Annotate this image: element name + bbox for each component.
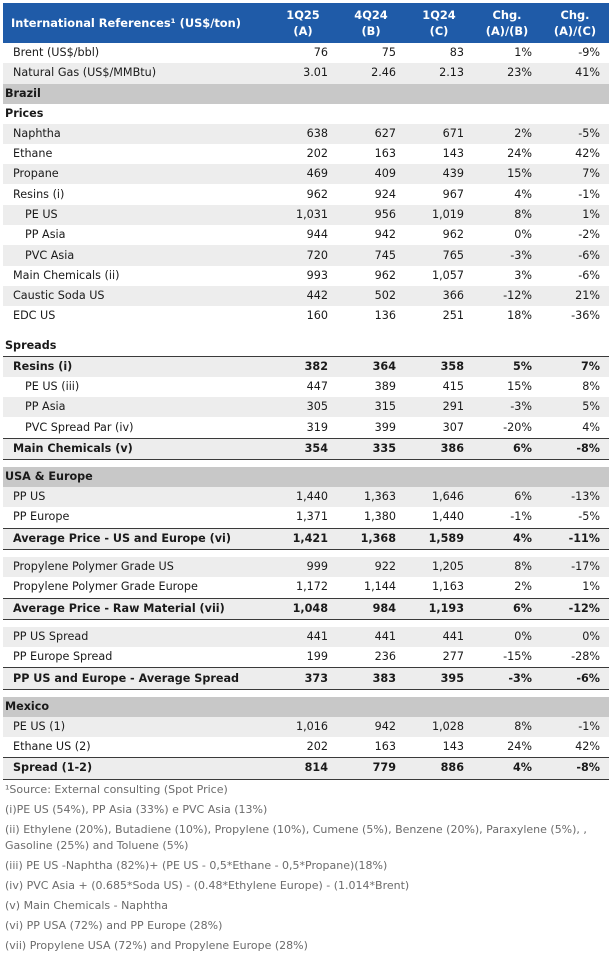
value-1q25: 382 <box>269 356 337 377</box>
footnote: (vi) PP USA (72%) and PP Europe (28%) <box>5 918 223 932</box>
value-chg-ac: -17% <box>541 557 609 577</box>
value-chg-ab: -20% <box>503 420 532 434</box>
row-label: Ethane <box>13 147 53 161</box>
table-row <box>3 528 609 549</box>
spacer-row <box>3 619 609 627</box>
table-row <box>3 286 609 306</box>
value-1q24: 671 <box>405 124 473 144</box>
value-chg-ac: 42% <box>575 147 600 161</box>
column-header-1q24: 1Q24 (C) <box>405 3 473 43</box>
value-4q24: 779 <box>337 758 405 779</box>
value-chg-ac: 0% <box>541 627 609 647</box>
table-row <box>3 557 609 577</box>
table-row <box>3 306 609 326</box>
value-chg-ac: -6% <box>541 668 609 689</box>
value-1q25: 1,371 <box>295 510 328 524</box>
value-chg-ac: -6% <box>541 245 609 265</box>
value-1q25: 305 <box>269 397 337 417</box>
value-4q24: 745 <box>337 245 405 265</box>
value-chg-ab: 0% <box>473 627 541 647</box>
row-label: Main Chemicals (ii) <box>13 268 120 282</box>
table-row <box>3 124 609 144</box>
value-4q24: 136 <box>374 309 396 323</box>
value-chg-ab: -3% <box>473 668 541 689</box>
value-chg-ac: -12% <box>541 598 609 619</box>
table-row <box>3 266 609 286</box>
row-label: Main Chemicals (v) <box>3 438 269 459</box>
value-1q24: 277 <box>442 650 464 664</box>
spacer-row <box>3 549 609 557</box>
row-label: EDC US <box>13 309 56 323</box>
value-1q24: 2.13 <box>405 63 473 83</box>
value-chg-ab: 23% <box>473 63 541 83</box>
value-chg-ab: 0% <box>514 228 532 242</box>
subsection-header-prices: Prices <box>5 106 44 120</box>
section-header-mexico: Mexico <box>3 697 609 717</box>
value-1q24: 1,440 <box>431 510 464 524</box>
value-1q24: 307 <box>442 420 464 434</box>
row-label: Naphtha <box>3 124 269 144</box>
value-4q24: 383 <box>337 668 405 689</box>
row-label: Propane <box>3 164 269 184</box>
row-label: PP US Spread <box>3 627 269 647</box>
value-1q24: 439 <box>405 164 473 184</box>
value-1q24: 886 <box>405 758 473 779</box>
value-1q24: 1,589 <box>405 528 473 549</box>
subsection-header-spreads: Spreads <box>5 338 57 352</box>
row-label: Propylene Polymer Grade US <box>3 557 269 577</box>
table-row <box>3 356 609 377</box>
value-1q24: 415 <box>442 380 464 393</box>
value-chg-ab: 2% <box>473 124 541 144</box>
table-row <box>3 577 609 598</box>
value-1q24: 395 <box>405 668 473 689</box>
value-chg-ac: 5% <box>541 397 609 417</box>
row-label: Spread (1-2) <box>3 758 269 779</box>
value-chg-ab: -3% <box>473 245 541 265</box>
value-4q24: 335 <box>337 438 405 459</box>
value-chg-ac: 41% <box>541 63 609 83</box>
value-4q24: 2.46 <box>337 63 405 83</box>
value-chg-ab: 24% <box>507 740 532 754</box>
value-chg-ac: -11% <box>541 528 609 549</box>
value-chg-ab: -3% <box>473 397 541 417</box>
value-chg-ac: 8% <box>582 380 600 393</box>
value-chg-ab: -12% <box>473 286 541 306</box>
value-chg-ac: -8% <box>541 758 609 779</box>
value-chg-ac: 4% <box>582 420 600 434</box>
value-chg-ab: -1% <box>510 510 532 524</box>
value-chg-ab: 15% <box>473 164 541 184</box>
value-4q24: 163 <box>374 740 396 754</box>
value-1q24: 291 <box>405 397 473 417</box>
value-chg-ab: 4% <box>473 758 541 779</box>
value-4q24: 984 <box>337 598 405 619</box>
value-1q25: 319 <box>306 420 328 434</box>
value-1q24: 386 <box>405 438 473 459</box>
value-chg-ac: -9% <box>578 46 600 60</box>
value-chg-ac: -28% <box>571 650 600 664</box>
value-chg-ac: 7% <box>541 356 609 377</box>
value-chg-ac: -36% <box>571 309 600 323</box>
value-4q24: 236 <box>374 650 396 664</box>
row-label: PP Asia <box>25 228 66 242</box>
footnote: (ii) Ethylene (20%), Butadiene (10%), Propylene (10%), Cumene (5%), Benzene (20%), Paraxylene (5%), , Gasoline (25%) and Toluene (5%) <box>5 822 587 852</box>
footnote: (vii) Propylene USA (72%) and Propylene Europe (28%) <box>5 938 308 952</box>
value-1q25: 1,421 <box>269 528 337 549</box>
value-1q24: 1,193 <box>405 598 473 619</box>
value-chg-ac: -1% <box>541 717 609 737</box>
table-row <box>3 63 609 83</box>
value-1q25: 962 <box>306 187 328 201</box>
value-1q24: 441 <box>405 627 473 647</box>
value-4q24: 409 <box>337 164 405 184</box>
value-1q25: 638 <box>269 124 337 144</box>
value-1q24: 1,028 <box>405 717 473 737</box>
row-label: PP US <box>3 487 269 507</box>
value-chg-ac: -1% <box>578 187 600 201</box>
spacer-row <box>3 327 609 336</box>
value-chg-ab: 8% <box>473 557 541 577</box>
column-header-chg-ac: Chg. (A)/(C) <box>541 3 609 43</box>
row-label: Propylene Polymer Grade Europe <box>13 580 198 594</box>
table-row <box>3 487 609 507</box>
table-row <box>3 397 609 417</box>
value-chg-ab: 1% <box>514 46 532 60</box>
value-chg-ab: 24% <box>507 147 532 161</box>
table-row <box>3 717 609 737</box>
value-1q24: 967 <box>442 187 464 201</box>
value-chg-ac: 42% <box>575 740 600 754</box>
value-1q25: 76 <box>313 46 328 60</box>
spacer-row <box>3 460 609 468</box>
value-chg-ab: 8% <box>473 205 541 225</box>
value-1q25: 814 <box>269 758 337 779</box>
value-4q24: 75 <box>381 46 396 60</box>
spacer-row <box>3 689 609 697</box>
value-1q25: 1,048 <box>269 598 337 619</box>
value-4q24: 315 <box>337 397 405 417</box>
row-label: Brent (US$/bbl) <box>13 46 100 60</box>
value-chg-ab: 8% <box>473 717 541 737</box>
value-4q24: 962 <box>374 268 396 282</box>
row-label: PP US and Europe - Average Spread <box>3 668 269 689</box>
value-chg-ab: 4% <box>514 187 532 201</box>
value-1q24: 962 <box>442 228 464 242</box>
value-chg-ac: 21% <box>541 286 609 306</box>
value-chg-ab: -15% <box>503 650 532 664</box>
table-row <box>3 627 609 647</box>
value-chg-ab: 2% <box>514 580 532 594</box>
section-header-brazil: Brazil <box>3 84 609 104</box>
value-4q24: 627 <box>337 124 405 144</box>
table-row <box>3 164 609 184</box>
value-1q25: 373 <box>269 668 337 689</box>
table-row <box>3 184 609 204</box>
value-1q24: 1,057 <box>431 268 464 282</box>
value-1q25: 993 <box>306 268 328 282</box>
row-label: Ethane US (2) <box>13 740 91 754</box>
value-1q24: 83 <box>449 46 464 60</box>
value-4q24: 956 <box>337 205 405 225</box>
column-header-1q25: 1Q25 (A) <box>269 3 337 43</box>
table-row <box>3 438 609 459</box>
value-chg-ac: -13% <box>541 487 609 507</box>
value-chg-ab: 15% <box>507 380 532 393</box>
value-1q25: 1,440 <box>269 487 337 507</box>
value-1q25: 469 <box>269 164 337 184</box>
value-1q25: 160 <box>306 309 328 323</box>
value-1q24: 1,163 <box>431 580 464 594</box>
table-row <box>3 647 609 668</box>
value-chg-ac: -2% <box>578 228 600 242</box>
value-chg-ac: 7% <box>541 164 609 184</box>
value-4q24: 1,368 <box>337 528 405 549</box>
row-label: Average Price - Raw Material (vii) <box>3 598 269 619</box>
value-chg-ac: 1% <box>541 205 609 225</box>
table-title: International References¹ (US$/ton) <box>3 3 269 43</box>
row-label: Caustic Soda US <box>3 286 269 306</box>
row-label: PVC Asia <box>3 245 269 265</box>
table-row <box>3 225 609 245</box>
table-row <box>3 417 609 438</box>
row-label: Resins (i) <box>13 187 65 201</box>
value-4q24: 1,380 <box>363 510 396 524</box>
value-1q24: 1,019 <box>405 205 473 225</box>
row-label: Resins (i) <box>3 356 269 377</box>
value-4q24: 922 <box>337 557 405 577</box>
value-1q24: 366 <box>405 286 473 306</box>
value-4q24: 163 <box>374 147 396 161</box>
value-1q25: 999 <box>269 557 337 577</box>
value-chg-ab: 3% <box>514 268 532 282</box>
table-row <box>3 668 609 689</box>
footnote: ¹Source: External consulting (Spot Price) <box>5 782 228 796</box>
value-1q25: 3.01 <box>269 63 337 83</box>
value-4q24: 502 <box>337 286 405 306</box>
value-4q24: 441 <box>337 627 405 647</box>
table-row <box>3 737 609 758</box>
value-1q25: 944 <box>306 228 328 242</box>
row-label: PE US (iii) <box>25 380 80 393</box>
value-chg-ac: 1% <box>582 580 600 594</box>
value-chg-ab: 18% <box>507 309 532 323</box>
table-row <box>3 144 609 164</box>
value-1q25: 1,172 <box>295 580 328 594</box>
value-4q24: 924 <box>374 187 396 201</box>
value-4q24: 942 <box>374 228 396 242</box>
value-chg-ac: -5% <box>578 510 600 524</box>
value-1q25: 442 <box>269 286 337 306</box>
value-1q25: 720 <box>269 245 337 265</box>
value-chg-ab: 4% <box>473 528 541 549</box>
value-1q24: 1,205 <box>405 557 473 577</box>
value-1q25: 354 <box>269 438 337 459</box>
value-chg-ac: -5% <box>541 124 609 144</box>
table-row <box>3 377 609 397</box>
column-header-chg-ab: Chg. (A)/(B) <box>473 3 541 43</box>
value-4q24: 942 <box>337 717 405 737</box>
column-header-4q24: 4Q24 (B) <box>337 3 405 43</box>
row-label: PP Europe Spread <box>13 650 113 664</box>
table-row <box>3 598 609 619</box>
value-1q25: 441 <box>269 627 337 647</box>
value-1q24: 143 <box>442 740 464 754</box>
value-4q24: 1,144 <box>363 580 396 594</box>
international-references-table <box>3 3 609 956</box>
table-row <box>3 245 609 265</box>
value-chg-ac: -6% <box>578 268 600 282</box>
row-label: PVC Spread Par (iv) <box>25 420 134 434</box>
value-1q24: 251 <box>442 309 464 323</box>
value-1q24: 358 <box>405 356 473 377</box>
value-1q25: 202 <box>306 740 328 754</box>
value-4q24: 399 <box>374 420 396 434</box>
row-label: PE US (1) <box>3 717 269 737</box>
table-row <box>3 507 609 528</box>
row-label: Average Price - US and Europe (vi) <box>3 528 269 549</box>
value-chg-ab: 6% <box>473 438 541 459</box>
value-4q24: 389 <box>374 380 396 393</box>
value-1q25: 1,031 <box>269 205 337 225</box>
value-4q24: 1,363 <box>337 487 405 507</box>
value-4q24: 364 <box>337 356 405 377</box>
value-1q25: 1,016 <box>269 717 337 737</box>
table-row <box>3 205 609 225</box>
value-1q25: 202 <box>306 147 328 161</box>
value-chg-ac: -8% <box>541 438 609 459</box>
footnote: (iii) PE US -Naphtha (82%)+ (PE US - 0,5*Ethane - 0,5*Propane)(18%) <box>5 858 388 872</box>
value-chg-ab: 5% <box>473 356 541 377</box>
value-chg-ab: 6% <box>473 598 541 619</box>
footnote: (i)PE US (54%), PP Asia (33%) e PVC Asia (13%) <box>5 802 268 816</box>
table-row <box>3 758 609 779</box>
row-label: PP Europe <box>13 510 70 524</box>
value-1q24: 1,646 <box>405 487 473 507</box>
table-header-row <box>3 3 609 43</box>
table-row <box>3 43 609 63</box>
value-1q24: 143 <box>442 147 464 161</box>
value-chg-ab: 6% <box>473 487 541 507</box>
value-1q25: 447 <box>306 380 328 393</box>
value-1q25: 199 <box>306 650 328 664</box>
row-label: Natural Gas (US$/MMBtu) <box>3 63 269 83</box>
footnote: (iv) PVC Asia + (0.685*Soda US) - (0.48*Ethylene Europe) - (1.014*Brent) <box>5 878 410 892</box>
row-label: PE US <box>3 205 269 225</box>
row-label: PP Asia <box>3 397 269 417</box>
section-header-usa-europe: USA & Europe <box>3 467 609 487</box>
footnote: (v) Main Chemicals - Naphtha <box>5 898 169 912</box>
value-1q24: 765 <box>405 245 473 265</box>
